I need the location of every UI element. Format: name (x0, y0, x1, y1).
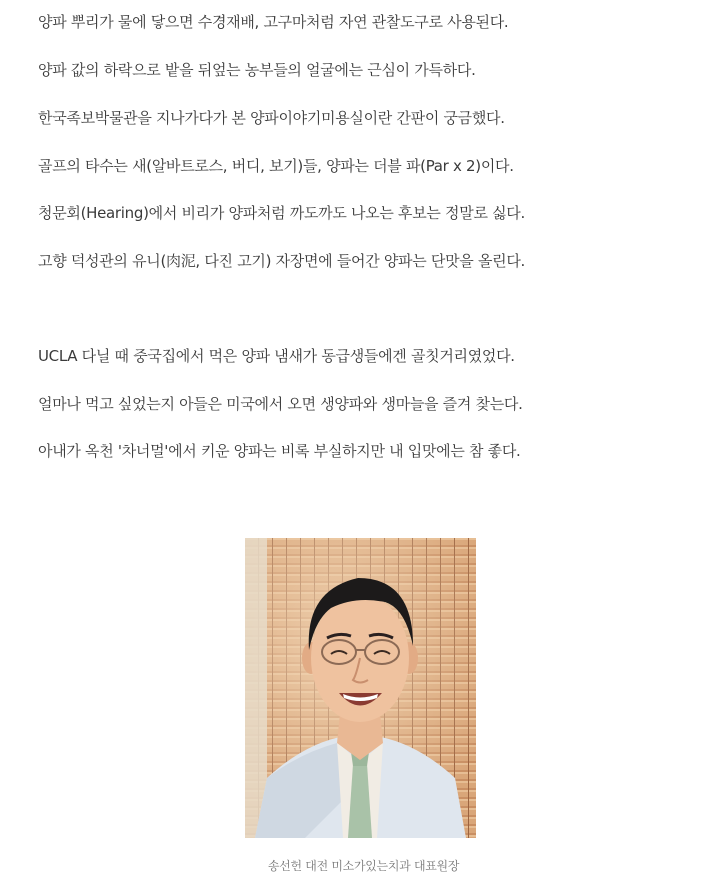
paragraph-3: 한국족보박물관을 지나가다가 본 양파이야기미용실이란 간판이 궁금했다. (38, 109, 505, 127)
author-portrait-image (245, 538, 476, 838)
paragraph-7: UCLA 다닐 때 중국집에서 먹은 양파 냄새가 동급생들에겐 골칫거리였었다. (38, 347, 515, 365)
paragraph-6: 고향 덕성관의 유니(肉泥, 다진 고기) 자장면에 들어간 양파는 단맛을 올린다. (38, 252, 525, 270)
photo-caption: 송선헌 대전 미소가있는치과 대표원장 (267, 859, 460, 873)
author-photo (245, 538, 476, 838)
paragraph-4: 골프의 타수는 새(알바트로스, 버디, 보기)들, 양파는 더블 파(Par x 2)이다. (38, 157, 514, 175)
paragraph-5: 청문회(Hearing)에서 비리가 양파처럼 까도까도 나오는 후보는 정말로 싫다. (38, 204, 525, 222)
paragraph-8: 얼마나 먹고 싶었는지 아들은 미국에서 오면 생양파와 생마늘을 즐겨 찾는다. (38, 395, 523, 413)
paragraph-1: 양파 뿌리가 물에 닿으면 수경재배, 고구마처럼 자연 관찰도구로 사용된다. (38, 13, 509, 31)
paragraph-9: 아내가 옥천 '차너멀'에서 키운 양파는 비록 부실하지만 내 입맛에는 참 좋다. (38, 442, 521, 460)
paragraph-2: 양파 값의 하락으로 밭을 뒤엎는 농부들의 얼굴에는 근심이 가득하다. (38, 61, 476, 79)
